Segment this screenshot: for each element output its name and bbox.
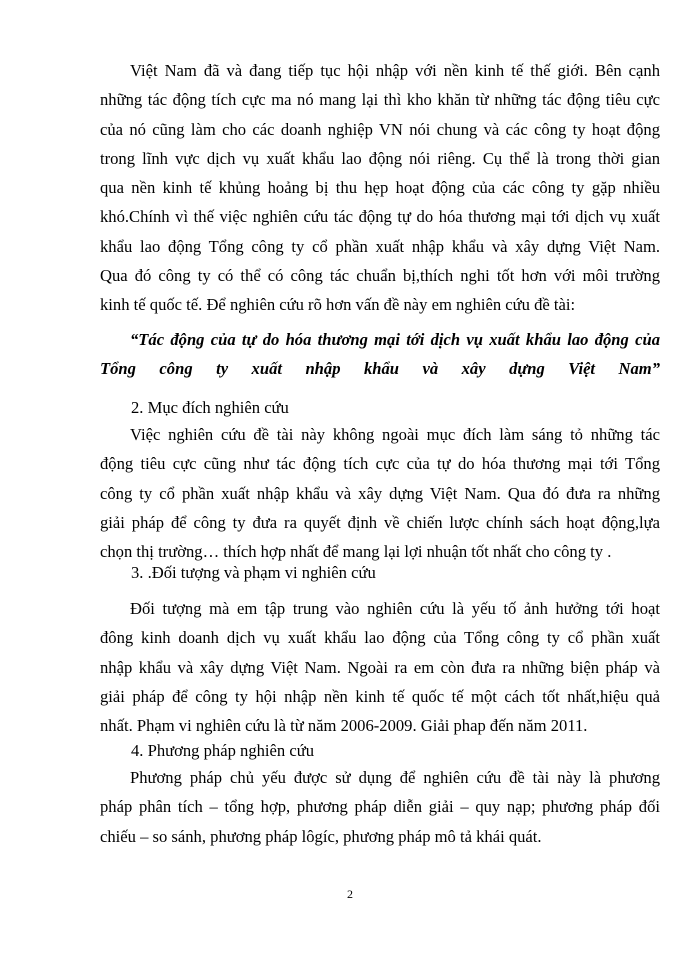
section2-line: chọn thị trường… thích hợp nhất để mang lại lợi nhuận tốt nhất cho công ty . bbox=[100, 542, 612, 562]
section-heading-3: 3. .Đối tượng và phạm vi nghiên cứu bbox=[131, 563, 376, 582]
section-heading-4: 4. Phương pháp nghiên cứu bbox=[131, 741, 315, 760]
section2-line: động tiêu cực cũng như tác động tích cực của tự do hóa thương mại tới Tổng bbox=[100, 454, 660, 474]
intro-line: trong lĩnh vực dịch vụ xuất khẩu lao động nói riêng. Cụ thể là trong thời gian bbox=[100, 148, 660, 168]
section4-line: pháp phân tích – tổng hợp, phương pháp diễn giải – quy nạp; phương pháp đối bbox=[100, 797, 660, 817]
intro-line: qua nền kinh tế khủng hoảng bị thu hẹp hoạt động của các công ty gặp nhiều bbox=[100, 178, 660, 198]
topic-title-line: Tổng công ty xuất nhập khẩu và xây dựng Việt Nam” bbox=[100, 359, 660, 379]
intro-line: Việt Nam đã và đang tiếp tục hội nhập với nền kinh tế thế giới. Bên cạnh bbox=[130, 61, 660, 80]
section2-line: giải pháp để công ty đưa ra quyết định về chiến lược chính sách hoạt động,lựa bbox=[100, 512, 660, 532]
section2-paragraph bbox=[100, 420, 660, 566]
intro-paragraph bbox=[100, 56, 660, 320]
section4-line: chiếu – so sánh, phương pháp lôgíc, phương pháp mô tả khái quát. bbox=[100, 826, 542, 846]
section2-line: Việc nghiên cứu đề tài này không ngoài mục đích làm sáng tỏ những tác bbox=[130, 425, 660, 444]
section3-paragraph bbox=[100, 594, 660, 740]
section3-line: Đối tượng mà em tập trung vào nghiên cứu là yếu tố ảnh hưởng tới hoạt bbox=[130, 599, 660, 618]
section4-line: Phương pháp chủ yếu được sử dụng để nghiên cứu đề tài này là phương bbox=[130, 768, 660, 787]
intro-line: kinh tế quốc tế. Để nghiên cứu rõ hơn vấn đề này em nghiên cứu đề tài: bbox=[100, 295, 576, 315]
topic-title-line: “Tác động của tự do hóa thương mại tới dịch vụ xuất khẩu lao động của bbox=[130, 330, 660, 349]
section3-line: nhập khẩu và xây dựng Việt Nam. Ngoài ra em còn đưa ra những biện pháp và bbox=[100, 657, 660, 677]
topic-title bbox=[100, 325, 660, 384]
intro-line: của nó cũng làm cho các doanh nghiệp VN nói chung và các công ty hoạt động bbox=[100, 119, 660, 139]
page-number: 2 bbox=[347, 887, 353, 901]
intro-line: khẩu lao động Tổng công ty cổ phần xuất nhập khẩu và xây dựng Việt Nam. bbox=[100, 236, 660, 256]
section3-line: đông kinh doanh dịch vụ xuất khẩu lao động của Tổng công ty cổ phần xuất bbox=[100, 628, 660, 648]
section3-line: nhất. Phạm vi nghiên cứu là từ năm 2006-2009. Giải phap đến năm 2011. bbox=[100, 716, 588, 736]
intro-line: những tác động tích cực ma nó mang lại thì kho khăn từ những tác động tiêu cực bbox=[100, 90, 660, 110]
section2-line: công ty cổ phần xuất nhập khẩu và xây dựng Việt Nam. Qua đó đưa ra những bbox=[100, 483, 660, 503]
section4-paragraph bbox=[100, 763, 660, 851]
intro-line: khó.Chính vì thế việc nghiên cứu tác động tự do hóa thương mại tới dịch vụ xuất bbox=[100, 207, 660, 227]
section3-line: giải pháp để công ty hội nhập nền kinh tế quốc tế một cách tốt nhất,hiệu quả bbox=[100, 686, 660, 706]
intro-line: Qua đó công ty có thể có công tác chuẩn bị,thích nghi tốt hơn với môi trường bbox=[100, 266, 660, 286]
section-heading-2: 2. Mục đích nghiên cứu bbox=[131, 398, 289, 417]
